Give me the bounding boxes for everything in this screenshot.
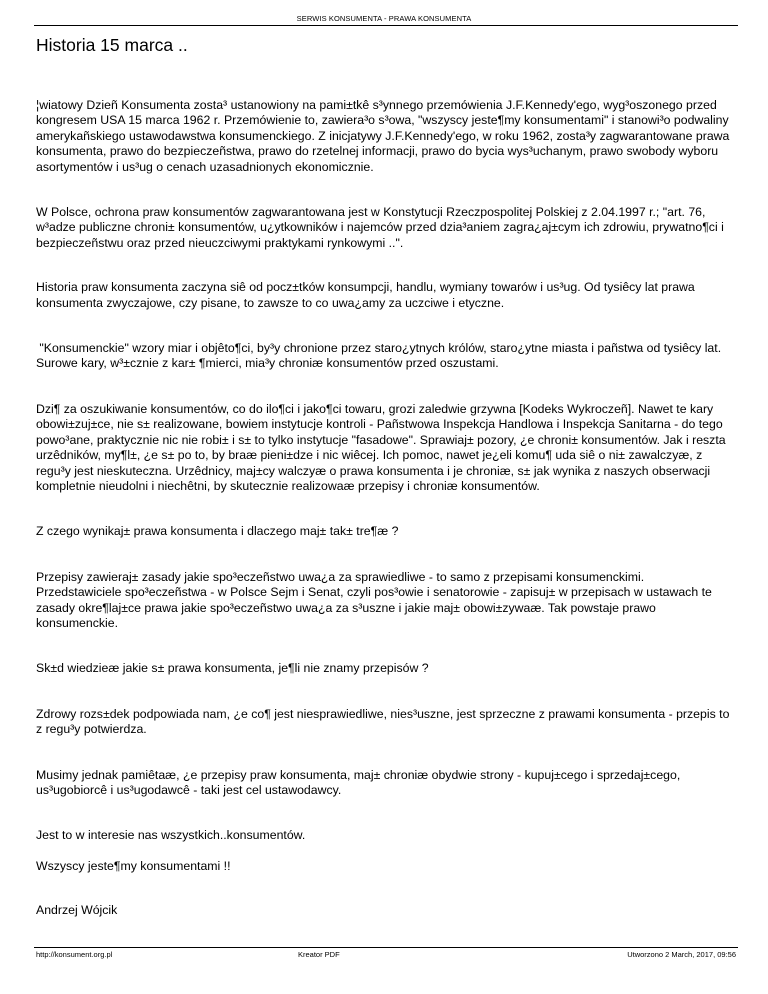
page-header: SERWIS KONSUMENTA - PRAWA KONSUMENTA — [296, 14, 472, 23]
footer-created-date: Utworzono 2 March, 2017, 09:56 — [627, 950, 736, 959]
paragraph-9: Zdrowy rozs±dek podpowiada nam, ¿e co¶ jest niesprawiedliwe, nies³uszne, jest sprzeczne z prawami konsumenta - przepis to z regu³y potwierdza. — [36, 706, 730, 737]
header-divider — [34, 25, 738, 26]
page-footer — [34, 947, 738, 960]
paragraph-3: Historia praw konsumenta zaczyna siê od pocz±tków konsumpcji, handlu, wymiany towarów i us³ug. Od tysiêcy lat prawa konsumenta zwyczajowe, czy pisane, to zawsze to co uwa¿amy za uczciwe i etyczne. — [36, 280, 695, 310]
paragraph-10: Musimy jednak pamiêtaæ, ¿e przepisy praw konsumenta, maj± chroniæ obydwie strony - kupuj±cego i sprzedaj±cego, us³ugobiorcê i us³ugodawcê - taki jest cel ustawodawcy. — [36, 767, 681, 797]
paragraph-5: Dzi¶ za oszukiwanie konsumentów, co do ilo¶ci i jako¶ci towaru, grozi zaledwie grzywna [Kodeks Wykroczeñ]. Nawet te kary obowi±zuj±ce, nie s± realizowane, bowiem instytucje kontroli - Pañstwowa Inspekcja Handlowa i Inspekcja Sanitarna - do tego powo³ane, praktycznie nic nie robi± i s± to tylko instytucje "fasadowe". Sprawiaj± pozory, ¿e chroni± konsumentów. Jak i reszta urzêdników, my¶l±, ¿e s± po to, by braæ pieni±dze i nic wiêcej. Ich pomoc, nawet je¿eli komu¶ uda siê o ni± zawalczyæ, z regu³y jest nieskuteczna. Urzêdnicy, maj±cy walczyæ o prawa konsumenta i je chroniæ, s± jak wynika z naszych obserwacji kompletnie nieudolni i niechêtni, by skutecznie realizowaæ przepisy i chroniæ konsumentów. — [36, 401, 726, 493]
article-body — [36, 98, 732, 919]
paragraph-6: Z czego wynikaj± prawa konsumenta i dlaczego maj± tak± tre¶æ ? — [36, 524, 399, 539]
paragraph-7: Przepisy zawieraj± zasady jakie spo³eczeñstwo uwa¿a za sprawiedliwe - to samo z przepisami konsumenckimi. Przedstawiciele spo³eczeñstwa - w Polsce Sejm i Senat, czyli pos³owie i senatorowie - zapisuj± w przepisach w ustawach te zasady okre¶laj±ce prawa jakie spo³eczeñstwo uwa¿a za s³uszne i jakie maj± obowi±zywaæ. Tak powstaje prawo konsumenckie. — [36, 569, 712, 630]
paragraph-2: W Polsce, ochrona praw konsumentów zagwarantowana jest w Konstytucji Rzeczpospolitej Polskiej z 2.04.1997 r.; "art. 76, w³adze publiczne chroni± konsumentów, u¿ytkowników i najemców przed dzia³aniem zagra¿aj±cym ich zdrowiu, prywatno¶ci i bezpieczeñstwu oraz przed nieuczciwymi praktykami rynkowymi ..". — [36, 205, 724, 250]
footer-url[interactable]: http://konsument.org.pl — [36, 950, 113, 959]
paragraph-11: Jest to w interesie nas wszystkich..konsumentów. — [36, 828, 306, 843]
author: Andrzej Wójcik — [36, 903, 118, 918]
paragraph-12: Wszyscy jeste¶my konsumentami !! — [36, 858, 231, 873]
paragraph-4: "Konsumenckie" wzory miar i objêto¶ci, by³y chronione przez staro¿ytnych królów, staro¿ytne miasta i pañstwa od tysiêcy lat. Surowe kary, w³±cznie z kar± ¶mierci, mia³y chroniæ konsumentów przed oszustami. — [36, 341, 725, 371]
page-title: Historia 15 marca .. — [36, 35, 188, 55]
paragraph-1: ¦wiatowy Dzieñ Konsumenta zosta³ ustanowiony na pami±tkê s³ynnego przemówienia J.F.Kennedy'ego, wyg³oszonego przed kongresem USA 15 marca 1962 r. Przemówienie to, zawiera³o s³owa, "wszyscy jeste¶my konsumentami" i stanowi³o podwaliny amerykañskiego ustawodawstwa konsumenckiego. Z inicjatywy J.F.Kennedy'ego, w roku 1962, zosta³y zagwarantowane prawa konsumenta, prawo do bezpieczeñstwa, prawo do rzetelnej informacji, prawo do bycia wys³uchanym, prawo swobody wyboru asortymentów i us³ug o cenach uzasadnionych ekonomicznie. — [36, 98, 730, 174]
paragraph-8: Sk±d wiedzieæ jakie s± prawa konsumenta, je¶li nie znamy przepisów ? — [36, 661, 429, 676]
footer-generator: Kreator PDF — [298, 950, 340, 959]
